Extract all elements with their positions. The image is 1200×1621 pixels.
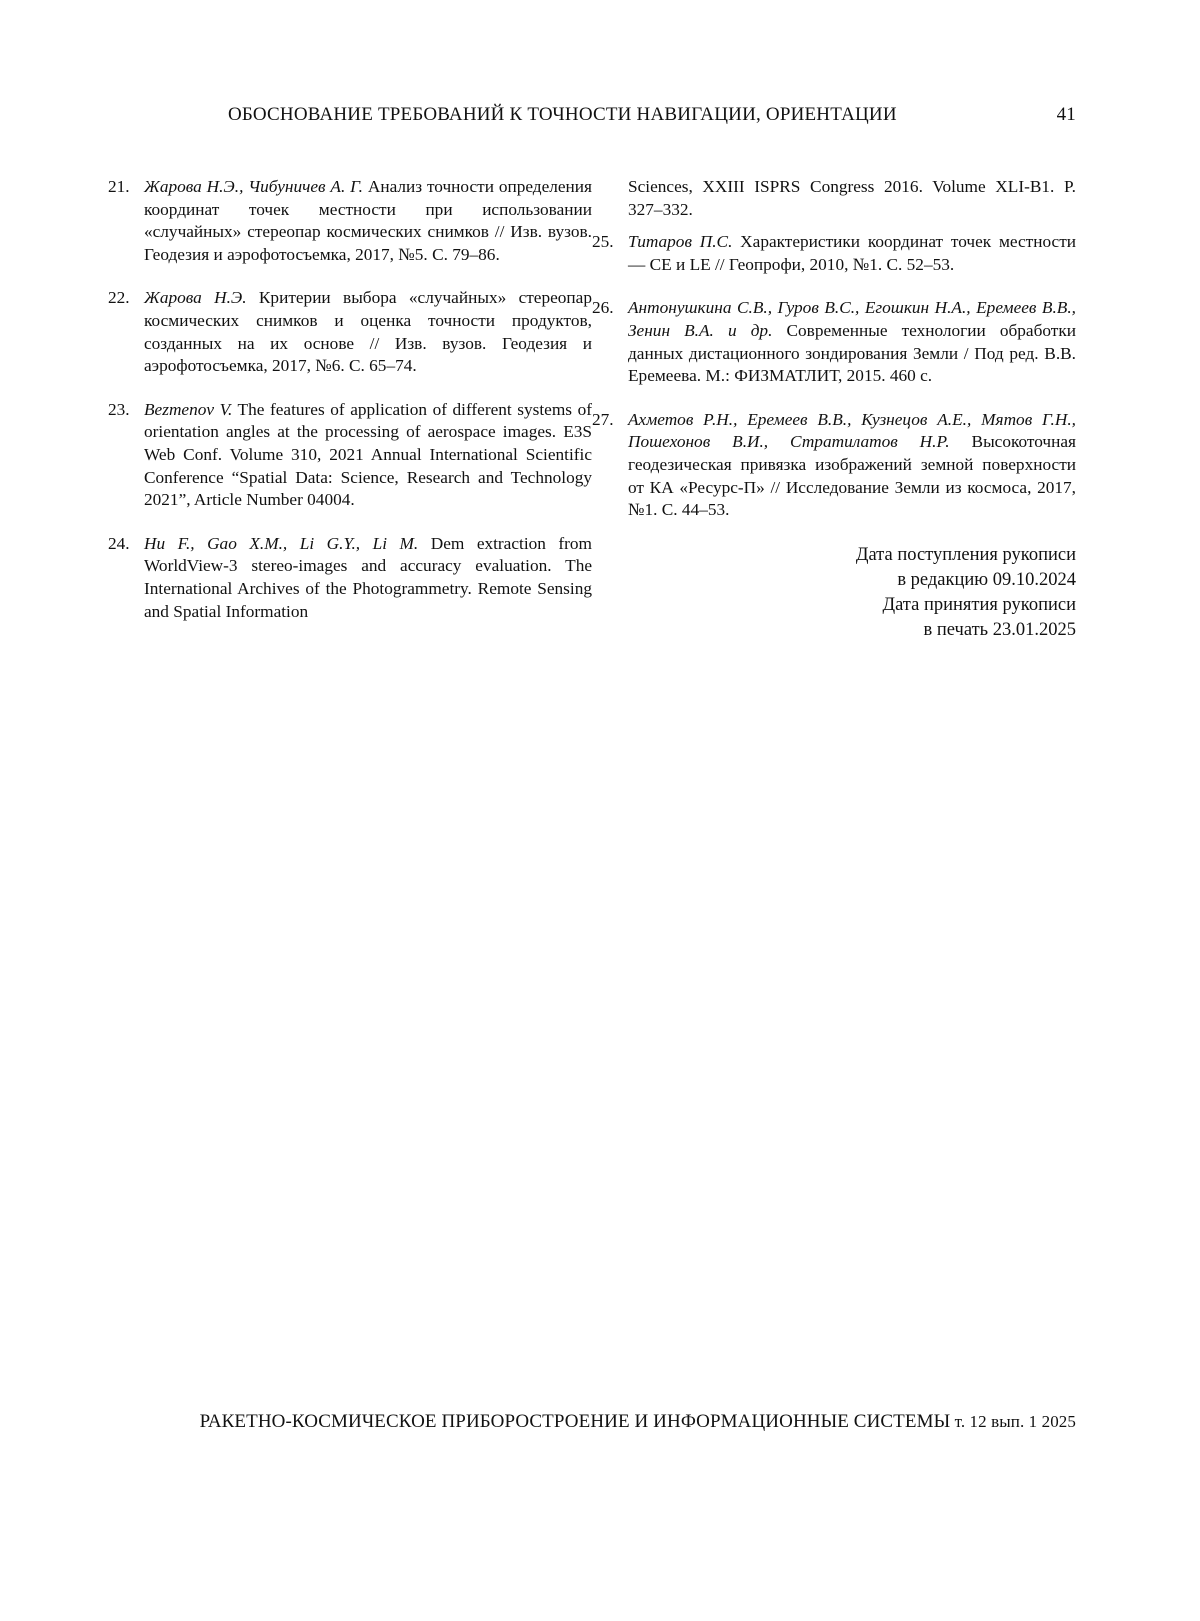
reference-item xyxy=(108,176,592,266)
reference-number: 26. xyxy=(592,298,614,318)
reference-authors: Bezmenov V. xyxy=(144,399,233,419)
reference-continuation xyxy=(592,176,1076,221)
journal-name: РАКЕТНО-КОСМИЧЕСКОЕ ПРИБОРОСТРОЕНИЕ И ИНФОРМАЦИОННЫЕ СИСТЕМЫ xyxy=(199,1411,951,1432)
reference-authors: Антонушкина С.В., Гуров В.С., Егошкин Н.А., Еремеев В.В., Зенин В.А. и др. xyxy=(628,298,1076,340)
reference-text: Характеристики координат точек местности — CE и LE // Геопрофи, 2010, №1. С. 52–53. xyxy=(628,232,1076,274)
reference-authors: Ахметов Р.Н., Еремеев В.В., Кузнецов А.Е., Мятов Г.Н., Пошехонов В.И., Стратилатов Н.Р. xyxy=(628,409,1076,452)
page-number: 41 xyxy=(1056,104,1076,125)
references-left-column xyxy=(108,176,592,644)
reference-authors: Титаров П.С. xyxy=(628,232,733,252)
reference-text: The features of application of different systems of orientation angles at the processing of aerospace images. E3S Web Conf. Volume 310, 2021 Annual International Scientific Conference “Spatial Data: Science, Research and Technology 2021”, Article Number 04004. xyxy=(144,399,592,510)
reference-text: Высокоточная геодезическая привязка изображений земной поверхности от КА «Ресурс-П» // Исследование Земли из космоса, 2017, №1. С. 44–53. xyxy=(628,432,1076,520)
reference-text: Dem extraction from WorldView-3 stereo-images and accuracy evaluation. The International Archives of the Photogrammetry. Remote Sensing and Spatial Information xyxy=(144,533,592,621)
reference-text: Sciences, XXIII ISPRS Congress 2016. Volume XLI-B1. P. 327–332. xyxy=(628,177,1076,219)
reference-item xyxy=(592,231,1076,276)
reference-item xyxy=(592,409,1076,522)
reference-text: Критерии выбора «случайных» стереопар космических снимков и оценка точности продуктов, созданных на их основе // Изв. вузов. Геодезия и аэрофотосъемка, 2017, №6. С. 65–74. xyxy=(144,288,592,376)
journal-issue: т. 12 вып. 1 2025 xyxy=(950,1412,1076,1431)
reference-number: 21. xyxy=(108,177,130,196)
manuscript-dates xyxy=(592,543,1076,643)
reference-number: 22. xyxy=(108,288,130,308)
running-head-title: ОБОСНОВАНИЕ ТРЕБОВАНИЙ К ТОЧНОСТИ НАВИГАЦИИ, ОРИЕНТАЦИИ xyxy=(228,104,897,125)
reference-item xyxy=(592,297,1076,387)
reference-item xyxy=(108,533,592,623)
reference-text: Современные технологии обработки данных дистационного зондирования Земли / Под ред. В.В. Еремеева. М.: ФИЗМАТЛИТ, 2015. 460 с. xyxy=(628,320,1076,386)
reference-text: Анализ точности определения координат точек местности при использовании «случайных» стереопар космических снимков // Изв. вузов. Геодезия и аэрофотосъемка, 2017, №5. С. 79–86. xyxy=(144,177,592,264)
reference-authors: Жарова Н.Э. xyxy=(144,288,247,308)
references-right-column xyxy=(592,176,1076,643)
accepted-date-line2: в печать 23.01.2025 xyxy=(923,619,1076,640)
reference-number: 27. xyxy=(592,409,614,429)
reference-authors: Hu F., Gao X.M., Li G.Y., Li M. xyxy=(144,533,419,553)
reference-item xyxy=(108,287,592,377)
received-date-line2: в редакцию 09.10.2024 xyxy=(897,569,1076,590)
received-date-line1: Дата поступления рукописи xyxy=(855,544,1076,565)
reference-item xyxy=(108,399,592,512)
journal-footer xyxy=(130,1411,1076,1433)
reference-authors: Жарова Н.Э., Чибуничев А. Г. xyxy=(144,177,363,196)
reference-number: 25. xyxy=(592,232,614,252)
reference-number: 24. xyxy=(108,533,130,553)
reference-number: 23. xyxy=(108,399,130,419)
accepted-date-line1: Дата принятия рукописи xyxy=(882,594,1076,615)
